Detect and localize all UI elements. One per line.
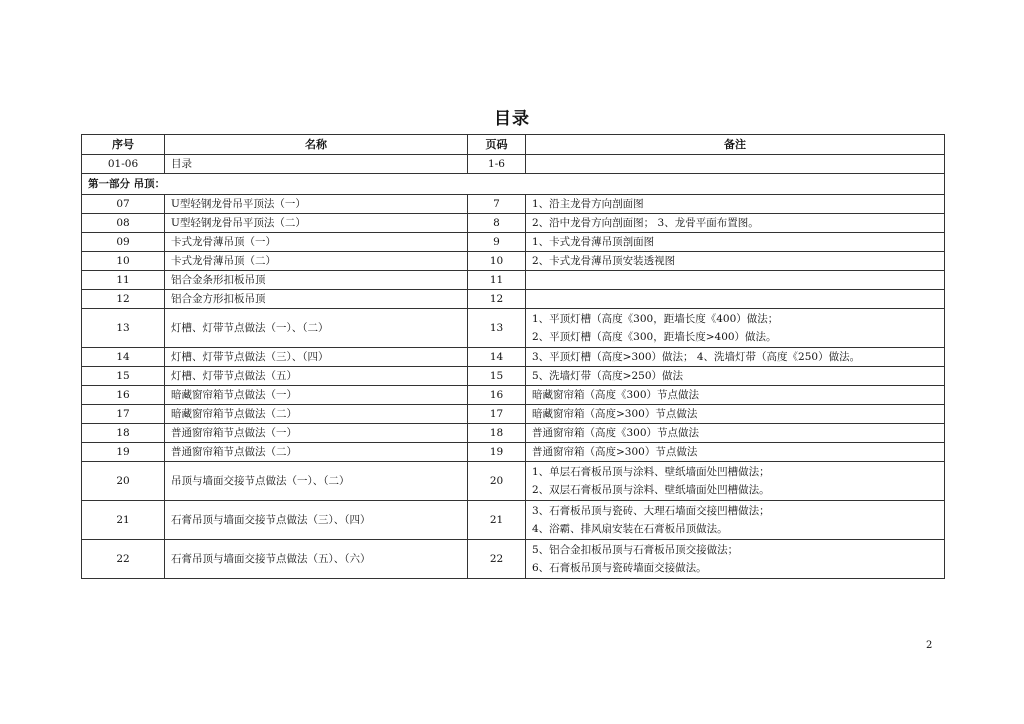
- cell-seq: 08: [82, 214, 165, 233]
- cell-note: [526, 386, 945, 405]
- note-line: 1、平顶灯槽（高度《300，距墙长度《400）做法；: [532, 313, 779, 325]
- cell-name: 石膏吊顶与墙面交接节点做法（三）、（四）: [165, 501, 468, 540]
- note-line: 暗藏窗帘箱（高度>300）节点做法: [532, 408, 698, 420]
- note-line: 5、洗墙灯带（高度>250）做法: [532, 370, 684, 382]
- cell-seq: 10: [82, 252, 165, 271]
- note-line: 暗藏窗帘箱（高度《300）节点做法: [532, 389, 700, 401]
- header-seq: 序号: [82, 135, 165, 155]
- cell-page: 11: [468, 271, 526, 290]
- table-row: [82, 501, 945, 540]
- table-row: [82, 405, 945, 424]
- note-line: 1、卡式龙骨薄吊顶剖面图: [532, 236, 655, 248]
- note-line: 普通窗帘箱（高度>300）节点做法: [532, 446, 698, 458]
- cell-note: [526, 155, 945, 174]
- cell-name: 吊顶与墙面交接节点做法（一）、（二）: [165, 462, 468, 501]
- cell-name: 目录: [165, 155, 468, 174]
- cell-name: 灯槽、灯带节点做法（三）、（四）: [165, 348, 468, 367]
- cell-note: [526, 290, 945, 309]
- cell-seq: 13: [82, 309, 165, 348]
- note-line: 1、单层石膏板吊顶与涂料、壁纸墙面处凹槽做法；: [532, 466, 770, 478]
- cell-page: 18: [468, 424, 526, 443]
- header-note: 备注: [526, 135, 945, 155]
- cell-page: 21: [468, 501, 526, 540]
- cell-note: [526, 462, 945, 501]
- cell-note: [526, 214, 945, 233]
- cell-page: 13: [468, 309, 526, 348]
- table-row: [82, 309, 945, 348]
- cell-page: 17: [468, 405, 526, 424]
- cell-page: 16: [468, 386, 526, 405]
- cell-name: 铝合金方形扣板吊顶: [165, 290, 468, 309]
- cell-page: 19: [468, 443, 526, 462]
- table-row: [82, 367, 945, 386]
- cell-seq: 22: [82, 540, 165, 579]
- table-row: [82, 424, 945, 443]
- cell-page: 10: [468, 252, 526, 271]
- cell-note: [526, 540, 945, 579]
- cell-note: [526, 348, 945, 367]
- cell-note: [526, 443, 945, 462]
- cell-name: 暗藏窗帘箱节点做法（一）: [165, 386, 468, 405]
- cell-seq: 21: [82, 501, 165, 540]
- cell-seq: 17: [82, 405, 165, 424]
- cell-name: U型轻钢龙骨吊平顶法（一）: [165, 195, 468, 214]
- table-row: [82, 233, 945, 252]
- cell-name: 卡式龙骨薄吊顶（一）: [165, 233, 468, 252]
- cell-seq: 12: [82, 290, 165, 309]
- cell-name: 铝合金条形扣板吊顶: [165, 271, 468, 290]
- table-row: [82, 271, 945, 290]
- cell-name: 普通窗帘箱节点做法（一）: [165, 424, 468, 443]
- table-row: [82, 155, 945, 174]
- note-line: 3、平顶灯槽（高度>300）做法； 4、洗墙灯带（高度《250）做法。: [532, 351, 861, 363]
- table-row: [82, 443, 945, 462]
- table-row: [82, 348, 945, 367]
- cell-seq: 11: [82, 271, 165, 290]
- cell-seq: 01-06: [82, 155, 165, 174]
- note-line: 2、平顶灯槽（高度《300，距墙长度>400）做法。: [532, 331, 777, 343]
- cell-name: 普通窗帘箱节点做法（二）: [165, 443, 468, 462]
- note-line: 2、卡式龙骨薄吊顶安装透视图: [532, 255, 676, 267]
- cell-page: 12: [468, 290, 526, 309]
- cell-note: [526, 195, 945, 214]
- cell-name: U型轻钢龙骨吊平顶法（二）: [165, 214, 468, 233]
- cell-note: [526, 271, 945, 290]
- note-line: 6、石膏板吊顶与瓷砖墙面交接做法。: [532, 562, 707, 574]
- cell-seq: 14: [82, 348, 165, 367]
- cell-page: 14: [468, 348, 526, 367]
- cell-page: 22: [468, 540, 526, 579]
- note-line: 4、浴霸、排风扇安装在石膏板吊顶做法。: [532, 523, 728, 535]
- cell-note: [526, 424, 945, 443]
- cell-page: 20: [468, 462, 526, 501]
- cell-seq: 16: [82, 386, 165, 405]
- cell-name: 灯槽、灯带节点做法（五）: [165, 367, 468, 386]
- cell-note: [526, 501, 945, 540]
- note-line: 1、沿主龙骨方向剖面图: [532, 198, 644, 210]
- table-row: [82, 195, 945, 214]
- cell-seq: 19: [82, 443, 165, 462]
- table-row: [82, 252, 945, 271]
- header-page: 页码: [468, 135, 526, 155]
- table-row: [82, 214, 945, 233]
- note-line: 5、铝合金扣板吊顶与石膏板吊顶交接做法；: [532, 544, 739, 556]
- cell-name: 灯槽、灯带节点做法（一）、（二）: [165, 309, 468, 348]
- cell-note: [526, 233, 945, 252]
- cell-seq: 20: [82, 462, 165, 501]
- cell-page: 8: [468, 214, 526, 233]
- cell-name: 暗藏窗帘箱节点做法（二）: [165, 405, 468, 424]
- note-line: 3、石膏板吊顶与瓷砖、大理石墙面交接凹槽做法；: [532, 505, 770, 517]
- section-row: [82, 174, 945, 195]
- table-row: [82, 462, 945, 501]
- cell-seq: 07: [82, 195, 165, 214]
- cell-page: 15: [468, 367, 526, 386]
- page-title: 目录: [494, 109, 530, 129]
- cell-seq: 15: [82, 367, 165, 386]
- cell-name: 石膏吊顶与墙面交接节点做法（五）、（六）: [165, 540, 468, 579]
- cell-note: [526, 405, 945, 424]
- cell-name: 卡式龙骨薄吊顶（二）: [165, 252, 468, 271]
- cell-note: [526, 309, 945, 348]
- cell-seq: 18: [82, 424, 165, 443]
- note-line: 2、沿中龙骨方向剖面图； 3、龙骨平面布置图。: [532, 217, 759, 229]
- cell-seq: 09: [82, 233, 165, 252]
- cell-page: 9: [468, 233, 526, 252]
- table-row: [82, 386, 945, 405]
- table-row: [82, 290, 945, 309]
- cell-note: [526, 252, 945, 271]
- table-row: [82, 540, 945, 579]
- page-number: 2: [926, 640, 933, 651]
- header-name: 名称: [165, 135, 468, 155]
- cell-page: 7: [468, 195, 526, 214]
- section-title: 第一部分 吊顶：: [82, 174, 945, 195]
- cell-note: [526, 367, 945, 386]
- header-row: [82, 135, 945, 155]
- note-line: 2、双层石膏板吊顶与涂料、壁纸墙面处凹槽做法。: [532, 484, 770, 496]
- cell-page: 1-6: [468, 155, 526, 174]
- note-line: 普通窗帘箱（高度《300）节点做法: [532, 427, 700, 439]
- toc-table: [81, 134, 945, 579]
